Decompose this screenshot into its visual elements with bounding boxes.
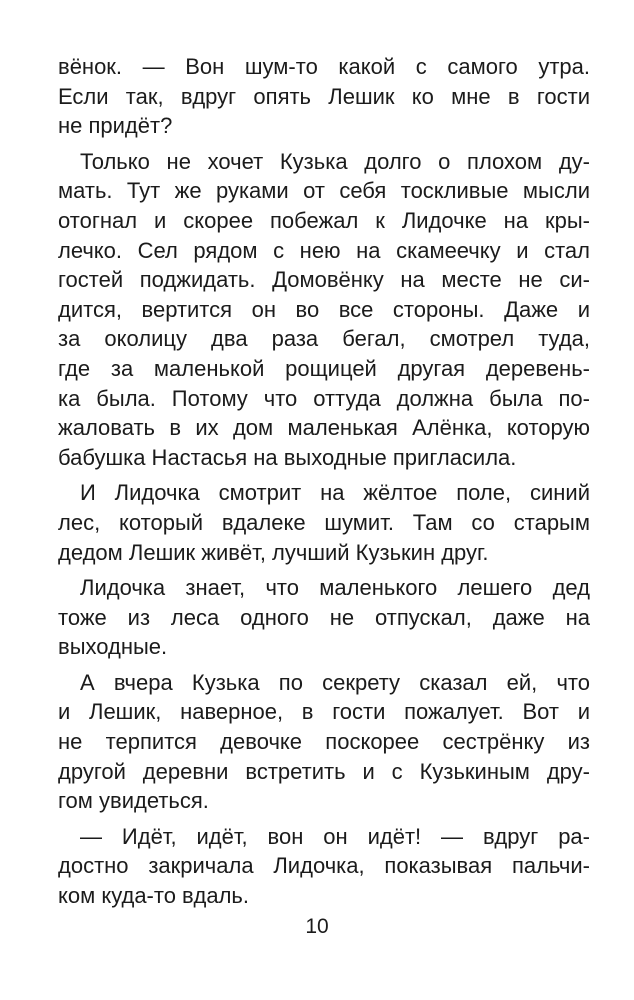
text-line: вёнок. — Вон шум-то какой с самого утра. [58, 54, 590, 79]
text-line: и Лешик, наверное, в гости пожалует. Вот и [58, 699, 590, 725]
paragraph-3 [58, 478, 590, 567]
text-line: Только не хочет Кузька долго о плохом ду- [80, 148, 590, 174]
page-number: 10 [305, 915, 329, 938]
text-line: достно закричала Лидочка, показывая пальчи- [58, 853, 590, 879]
text-line: А вчера Кузька по секрету сказал ей, что [80, 669, 590, 695]
text-line: тоже из леса одного не отпускал, даже на [58, 604, 590, 630]
text-line: лечко. Сел рядом с нею на скамеечку и стал [58, 237, 590, 263]
text-line: бабушка Настасья на выходные пригласила. [58, 444, 517, 470]
paragraph-5 [58, 668, 590, 816]
paragraph-4 [58, 573, 590, 662]
text-line: гостей поджидать. Домовёнку на месте не си- [58, 267, 590, 293]
text-line: отогнал и скорее побежал к Лидочке на кры- [58, 207, 590, 233]
paragraph-1 [58, 52, 590, 141]
text-line: не придёт? [58, 113, 173, 139]
text-line: мать. Тут же руками от себя тоскливые мысли [58, 178, 590, 204]
text-line: лес, который вдалеке шумит. Там со старым [58, 509, 590, 535]
text-line: Лидочка знает, что маленького лешего дед [80, 575, 590, 601]
paragraph-6 [58, 822, 590, 911]
text-line: ком куда-то вдаль. [58, 883, 249, 909]
text-line: И Лидочка смотрит на жёлтое поле, синий [80, 480, 590, 506]
text-line: дится, вертится он во все стороны. Даже и [58, 296, 590, 322]
text-line: дедом Лешик живёт, лучший Кузькин друг. [58, 539, 489, 565]
text-line: не терпится девочке поскорее сестрёнку из [58, 729, 590, 755]
text-line: за околицу два раза бегал, смотрел туда, [58, 326, 590, 352]
text-line: другой деревни встретить и с Кузькиным дру- [58, 758, 590, 784]
text-line: где за маленькой рощицей другая деревень- [58, 355, 590, 381]
text-line: — Идёт, идёт, вон он идёт! — вдруг ра- [80, 823, 590, 849]
book-page-text [58, 52, 590, 917]
paragraph-2 [58, 147, 590, 473]
text-line: гом увидеться. [58, 788, 209, 814]
text-line: жаловать в их дом маленькая Алёнка, которую [58, 415, 590, 441]
text-line: Если так, вдруг опять Лешик ко мне в гости [58, 83, 590, 109]
text-line: ка была. Потому что оттуда должна была по- [58, 385, 590, 411]
text-line: выходные. [58, 634, 168, 660]
